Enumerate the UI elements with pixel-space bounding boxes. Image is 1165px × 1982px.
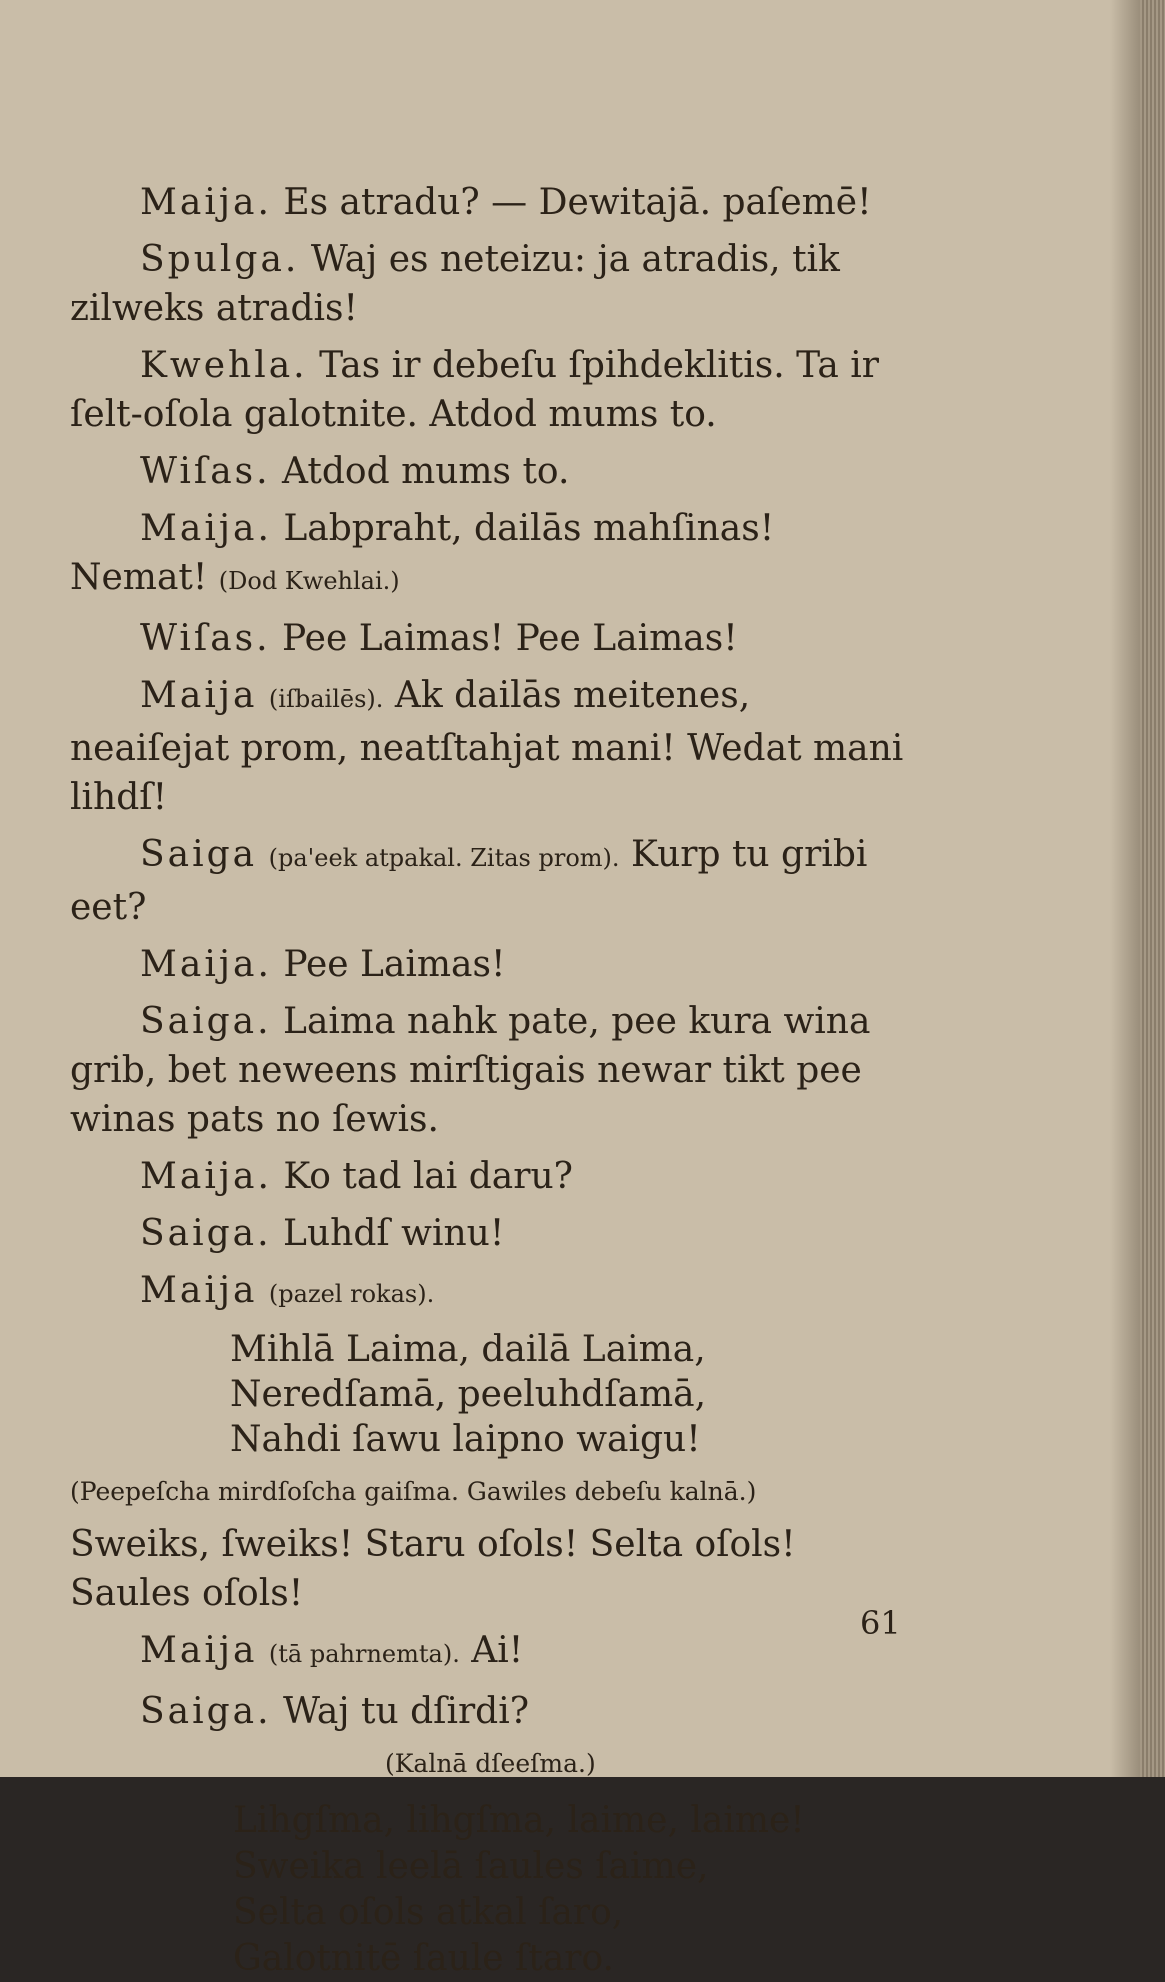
dialogue-line: [70, 1152, 910, 1201]
dialogue-line: [70, 1266, 910, 1319]
dialogue-line: [70, 235, 910, 333]
page-gutter-shadow: [1110, 0, 1140, 1777]
line-text: Ai!: [471, 1630, 524, 1671]
verse-line: Sweika leelā ſaules ſaime,: [233, 1846, 709, 1887]
line-text: Pee Laimas! Pee Laimas!: [282, 618, 738, 659]
speaker-name: Maija.: [140, 182, 272, 223]
verse-line: Neredſamā, peeluhdſamā,: [230, 1374, 707, 1415]
speaker-name: Saiga.: [140, 1691, 272, 1732]
line-text: Ko tad lai daru?: [283, 1156, 573, 1197]
verse-line: Galotnitē ſaule ſtaro.: [233, 1938, 614, 1979]
speaker-name: Saiga.: [140, 1001, 272, 1042]
page-stack-edge: [1140, 0, 1165, 1777]
verse-line: Nahdi ſawu laipno waigu!: [230, 1419, 701, 1460]
dialogue-line: [70, 1626, 910, 1679]
dialogue-line: [70, 504, 910, 606]
stage-direction: (Kalnā dſeeſma.): [385, 1749, 596, 1778]
dialogue-line: [70, 447, 910, 496]
line-text: Atdod mums to.: [282, 451, 570, 492]
line-text: Ak dailās meitenes, neaiſejat prom, neatſtahjat mani! Wedat mani lihdſ!: [70, 675, 904, 818]
speaker-name: Saiga: [140, 834, 258, 875]
verse-block: [70, 1798, 910, 1982]
speaker-name: Saiga.: [140, 1213, 272, 1254]
stage-direction: (pa'eek atpakal. Zitas prom).: [268, 844, 620, 872]
dialogue-line: [70, 997, 910, 1144]
chorus-line: Sweiks, ſweiks! Staru oſols! Selta oſols! Saules oſols!: [70, 1524, 796, 1614]
verse-line: Selta oſols atkal ſaro,: [233, 1892, 624, 1933]
line-text: Kurp tu gribi eet?: [70, 834, 868, 928]
stage-direction: (pazel rokas).: [268, 1280, 435, 1308]
line-text: Luhdſ winu!: [283, 1213, 505, 1254]
stage-direction: (tā pahrnemta).: [268, 1640, 460, 1668]
line-text: Laima nahk pate, pee kura wina grib, bet neweens mirſtigais newar tikt pee winas pats no ſewis.: [70, 1001, 871, 1140]
page-text: [70, 178, 910, 1982]
stage-direction: (Peepeſcha mirdſoſcha gaiſma. Gawiles debeſu kalnā.): [70, 1477, 757, 1506]
verse-block: [70, 1327, 910, 1462]
speaker-name: Maija: [140, 675, 258, 716]
stage-direction: (Dod Kwehlai.): [218, 567, 400, 595]
line-text: Pee Laimas!: [283, 944, 506, 985]
speaker-name: Wiſas.: [140, 618, 271, 659]
dialogue-line: [70, 1687, 910, 1736]
stage-direction: (iſbailēs).: [268, 685, 384, 713]
line-text: Labpraht, dailās mahſinas! Nemat!: [70, 508, 775, 598]
line-text: Waj es neteizu: ja atradis, tik zilweks atradis!: [70, 239, 840, 329]
page-number: 61: [860, 1604, 901, 1642]
line-text: Tas ir debeſu ſpihdeklitis. Ta ir ſelt-oſola galotnite. Atdod mums to.: [70, 345, 879, 435]
speaker-name: Kwehla.: [140, 345, 308, 386]
dialogue-line: [70, 178, 910, 227]
dialogue-line: [70, 830, 910, 932]
dialogue-line: [70, 940, 910, 989]
dialogue-line: [70, 671, 910, 822]
dialogue-line: [70, 1209, 910, 1258]
speaker-name: Spulga.: [140, 239, 300, 280]
speaker-name: Maija: [140, 1630, 258, 1671]
speaker-name: Maija: [140, 1270, 258, 1311]
dialogue-line: [70, 341, 910, 439]
dialogue-line: [70, 614, 910, 663]
line-text: Es atradu? — Dewitajā. paſemē!: [283, 182, 872, 223]
line-text: Waj tu dſirdi?: [283, 1691, 530, 1732]
speaker-name: Maija.: [140, 508, 272, 549]
verse-line: Lihgſma, lihgſma, laime, laime!: [233, 1800, 805, 1841]
speaker-name: Maija.: [140, 944, 272, 985]
speaker-name: Wiſas.: [140, 451, 271, 492]
speaker-name: Maija.: [140, 1156, 272, 1197]
verse-line: Mihlā Laima, dailā Laima,: [230, 1329, 706, 1370]
